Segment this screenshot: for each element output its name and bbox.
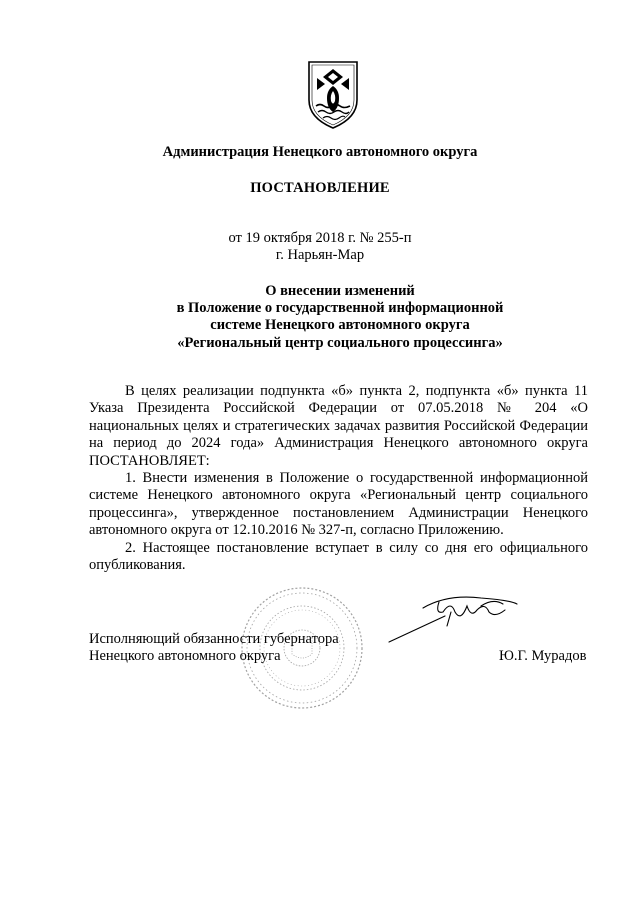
position-line: Исполняющий обязанности губернатора (89, 631, 339, 647)
coat-of-arms-icon (299, 56, 367, 132)
handwritten-signature-icon (385, 588, 545, 646)
signatory-position (89, 631, 339, 666)
title-line: «Региональный центр социального процессинга» (177, 334, 503, 351)
document-body (89, 383, 588, 574)
signatory-name: Ю.Г. Мурадов (499, 648, 587, 664)
place: г. Нарьян-Мар (275, 247, 365, 263)
title-line: в Положение о государственной информационной (176, 300, 504, 317)
body-paragraph: 2. Настоящее постановление вступает в силу со дня его официального опубликования. (89, 539, 588, 574)
document-type: ПОСТАНОВЛЕНИЕ (250, 180, 390, 196)
body-paragraph: В целях реализации подпункта «б» пункта 2, подпункта «б» пункта 11 Указа Президента Российской Федерации от 07.05.2018 № 204 «О национальных целях и стратегических задачах развития Российской Федерации на период до 2024 года» Администрация Ненецкого автономного округа ПОСТАНОВЛЯЕТ: (89, 383, 588, 469)
date-number: от 19 октября 2018 г. № 255-п (228, 230, 412, 246)
organization-name: Администрация Ненецкого автономного округа (162, 144, 478, 160)
position-line: Ненецкого автономного округа (89, 648, 281, 665)
document-title (120, 283, 560, 352)
title-line: системе Ненецкого автономного округа (210, 317, 470, 334)
body-paragraph: 1. Внести изменения в Положение о государственной информационной системе Ненецкого автономного округа «Региональный центр социального процессинга», утвержденное постановлением Администрации Ненецкого автономного округа от 12.10.2016 № 327-п, согласно Приложению. (89, 470, 588, 539)
title-line: О внесении изменений (265, 283, 415, 299)
